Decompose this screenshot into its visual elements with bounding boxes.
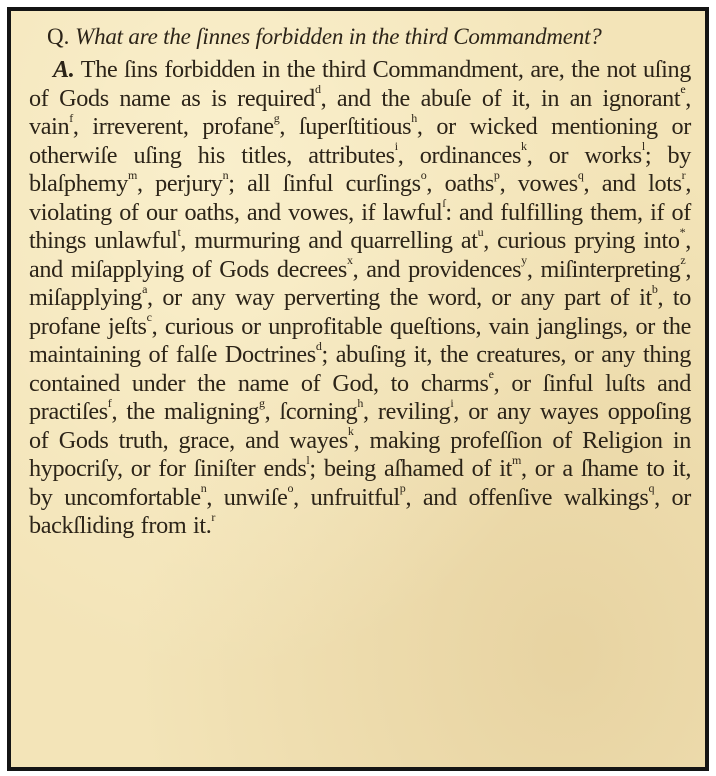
answer-text-segment: , murmuring and quarrelling at xyxy=(180,227,478,254)
answer-text-segment: , curious or unprofitable queſtions, vain janglings, or the maintaining of falſe Doctrines xyxy=(29,312,692,368)
answer-text-segment: , ordinances xyxy=(397,141,522,169)
footnote-marker: ſ xyxy=(442,196,446,211)
answer-text-segment: , or any way perverting the word, or any part of it xyxy=(147,284,652,311)
footnote-marker: e xyxy=(680,82,686,97)
footnote-marker: y xyxy=(521,253,527,268)
answer-text-segment: , oaths xyxy=(426,170,494,197)
footnote-marker: a xyxy=(142,281,148,296)
answer-text-segment: , or ſinful luſts and practiſes xyxy=(29,369,691,425)
answer-text-segment: , or any wayes oppoſing of Gods truth, grace, and wayes xyxy=(29,398,691,454)
footnote-marker: i xyxy=(450,395,454,410)
document-page xyxy=(29,23,691,541)
answer-text-segment: , and lots xyxy=(583,170,682,197)
answer-label: A. xyxy=(53,56,75,83)
answer-text-segment: , and providences xyxy=(352,255,522,283)
footnote-marker: l xyxy=(641,139,645,154)
footnote-marker: h xyxy=(357,395,363,410)
footnote-marker: f xyxy=(69,110,73,125)
answer-text-segment: ; by blaſphemy xyxy=(29,141,692,197)
footnote-marker: * xyxy=(679,224,686,239)
footnote-marker: h xyxy=(411,110,417,125)
answer-text-segment: , or backſliding from it. xyxy=(29,483,691,539)
question-label: Q. xyxy=(47,24,70,49)
footnote-marker: m xyxy=(511,452,521,467)
footnote-marker: n xyxy=(200,481,207,496)
footnote-marker: n xyxy=(222,167,229,182)
footnote-marker: x xyxy=(346,253,353,268)
question-text: What are the ſinnes forbidden in the third Commandment? xyxy=(75,24,602,49)
footnote-marker: z xyxy=(680,253,686,268)
answer-text-segment: , and offenſive walkings xyxy=(405,483,649,511)
footnote-marker: l xyxy=(306,452,310,467)
answer-text-segment: , ſcorning xyxy=(264,398,358,425)
footnote-marker: g xyxy=(258,395,265,410)
footnote-marker: e xyxy=(488,367,494,382)
answer-text-segment: ; all ſinful curſings xyxy=(228,170,421,197)
answer-text-segment: , or wicked mentioning or otherwiſe uſing his titles, attributes xyxy=(29,113,692,169)
footnote-marker: o xyxy=(420,167,427,182)
answer-text-segment: , or works xyxy=(526,141,642,169)
footnote-marker: i xyxy=(394,139,398,154)
page-frame xyxy=(7,7,709,771)
answer-body xyxy=(29,56,691,539)
footnote-marker: q xyxy=(648,481,655,496)
footnote-marker: d xyxy=(314,82,321,97)
answer-text-segment: , to profane jeſts xyxy=(29,284,692,340)
footnote-marker: q xyxy=(577,167,584,182)
answer-text-segment: , curious prying into xyxy=(483,227,680,254)
answer-text-segment: , the maligning xyxy=(111,398,259,425)
footnote-marker: r xyxy=(681,167,686,182)
answer-text-segment: The ſins forbidden in the third Commandment, are, the not uſing of Gods name as is required xyxy=(29,56,691,112)
answer-text-segment: , unfruitful xyxy=(293,483,400,511)
footnote-marker: g xyxy=(273,110,280,125)
footnote-marker: k xyxy=(347,424,354,439)
footnote-marker: m xyxy=(127,167,137,182)
footnote-marker: t xyxy=(177,224,181,239)
answer-text-segment: , violating of our oaths, and vowes, if lawful xyxy=(29,170,692,226)
footnote-marker: p xyxy=(493,167,500,182)
footnote-marker: d xyxy=(315,338,322,353)
answer-text-segment: , miſapplying xyxy=(29,255,692,311)
footnote-marker: b xyxy=(651,281,658,296)
answer-text-segment: , and miſapplying of Gods decrees xyxy=(29,227,691,283)
answer-text-segment: , ſuperſtitious xyxy=(279,113,412,140)
footnote-marker: u xyxy=(477,224,484,239)
answer-text-segment: , and the abuſe of it, in an ignorant xyxy=(320,84,681,112)
footnote-marker: r xyxy=(211,509,216,524)
answer-text-segment: , miſinterpreting xyxy=(526,255,681,283)
footnote-marker: f xyxy=(107,395,112,410)
answer-text-segment: , reviling xyxy=(362,398,451,425)
footnote-marker: p xyxy=(399,481,406,496)
answer-text-segment: : and fulfilling them, if of things unlawful xyxy=(29,198,691,254)
answer-text-segment: ; being aſhamed of it xyxy=(309,455,512,482)
answer-text-segment: , making profeſſion of Religion in hypocriſy, or for ſiniſter ends xyxy=(29,426,691,482)
answer-text-segment: , vowes xyxy=(499,170,578,197)
answer-paragraph xyxy=(29,56,691,541)
answer-text-segment: ; abuſing it, the creatures, or any thing contained under the name of God, to charms xyxy=(29,341,691,397)
answer-text-segment: , unwiſe xyxy=(206,483,288,511)
answer-text-segment: , perjury xyxy=(136,170,223,197)
footnote-marker: c xyxy=(146,310,152,325)
answer-text-segment: , or a ſhame to it, by uncomfortable xyxy=(29,455,692,511)
answer-text-segment: , vain xyxy=(29,84,691,140)
footnote-marker: o xyxy=(287,481,294,496)
answer-text-segment: , irreverent, profane xyxy=(72,113,274,140)
footnote-marker: k xyxy=(521,139,527,154)
question-paragraph xyxy=(29,23,691,50)
